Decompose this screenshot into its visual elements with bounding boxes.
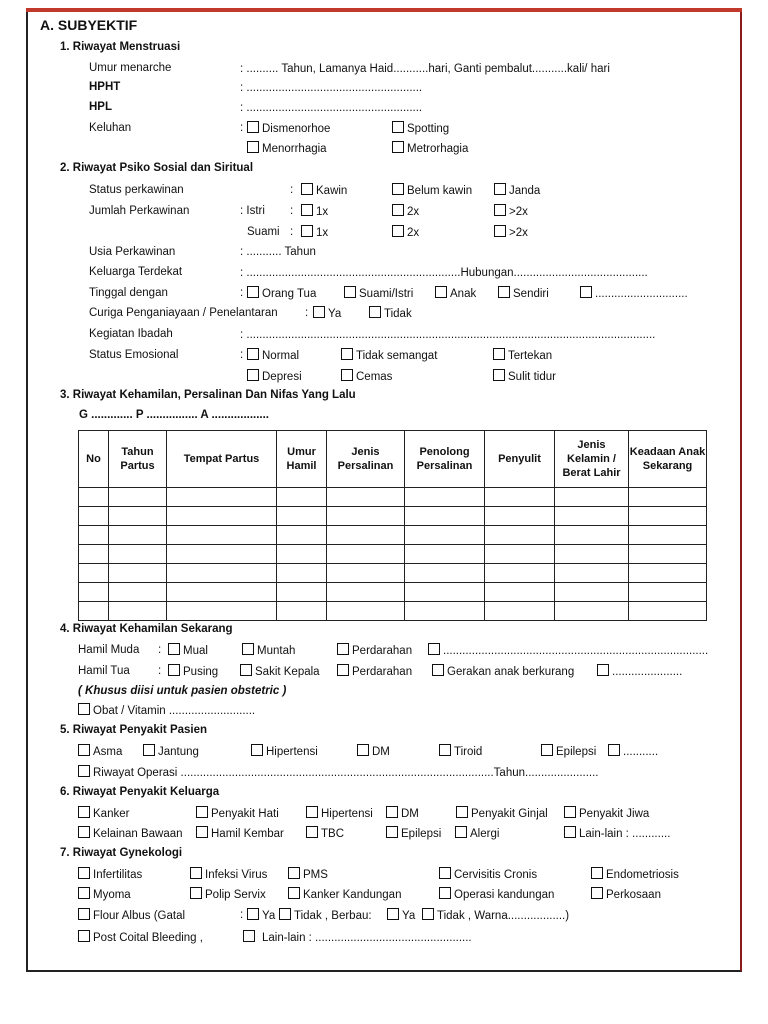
checkbox-icon[interactable] — [456, 806, 468, 818]
checkbox-icon[interactable] — [288, 867, 300, 879]
istri-colon: : — [290, 205, 294, 217]
checkbox-icon[interactable] — [541, 744, 553, 756]
table-cell[interactable] — [485, 507, 555, 526]
checkbox-flour-albus[interactable]: Flour Albus (Gatal — [78, 908, 185, 923]
checkbox-icon[interactable] — [247, 369, 259, 381]
table-row[interactable] — [79, 545, 707, 564]
checkbox-icon[interactable] — [337, 664, 349, 676]
checkbox-icon[interactable] — [564, 826, 576, 838]
checkbox-icon[interactable] — [251, 744, 263, 756]
table-cell[interactable] — [405, 545, 485, 564]
table-cell[interactable] — [109, 602, 167, 621]
checkbox-icon[interactable] — [494, 204, 506, 216]
checkbox-icon[interactable] — [455, 826, 467, 838]
checkbox-sakit-kepala[interactable]: Sakit Kepala — [240, 664, 320, 679]
checkbox-orang-tua[interactable]: Orang Tua — [247, 286, 316, 301]
table-cell[interactable] — [109, 526, 167, 545]
checkbox-icon[interactable] — [428, 643, 440, 655]
table-cell[interactable] — [629, 545, 707, 564]
checkbox-icon[interactable] — [341, 348, 353, 360]
checkbox-janda[interactable]: Janda — [494, 183, 540, 198]
checkbox-spotting[interactable]: Spotting — [392, 121, 449, 136]
status-emosional-label: Status Emosional — [89, 349, 179, 361]
tua-colon: : — [158, 665, 162, 677]
checkbox-kanker-kandungan[interactable]: Kanker Kandungan — [288, 887, 401, 902]
table-cell[interactable] — [277, 488, 327, 507]
table-cell[interactable] — [277, 602, 327, 621]
checkbox-berbau-tidak[interactable]: Tidak , Warna..................) — [422, 908, 569, 923]
table-cell[interactable] — [109, 507, 167, 526]
col-header: Keadaan Anak Sekarang — [629, 431, 707, 488]
hpht-field[interactable]: : ....................................................... — [240, 82, 423, 94]
istri-label: : Istri — [240, 205, 265, 217]
table-cell[interactable] — [277, 545, 327, 564]
keluhan-label: Keluhan — [89, 122, 132, 134]
curiga-colon: : — [305, 307, 309, 319]
table-cell[interactable] — [167, 526, 277, 545]
keluhan-colon: : — [240, 122, 244, 134]
table-cell[interactable] — [555, 583, 629, 602]
table-cell[interactable] — [79, 564, 109, 583]
checkbox-icon[interactable] — [422, 908, 434, 920]
s4-title: 4. Riwayat Kehamilan Sekarang — [60, 623, 233, 635]
table-cell[interactable] — [485, 526, 555, 545]
col-header: Tempat Partus — [167, 431, 277, 488]
table-cell[interactable] — [485, 564, 555, 583]
table-cell[interactable] — [405, 507, 485, 526]
gpa-field[interactable]: G ............. P ................ A .................. — [79, 409, 270, 421]
checkbox-icon[interactable] — [196, 826, 208, 838]
table-cell[interactable] — [327, 507, 405, 526]
table-row[interactable] — [79, 564, 707, 583]
checkbox-icon[interactable] — [78, 908, 90, 920]
checkbox-icon[interactable] — [78, 887, 90, 899]
checkbox-icon[interactable] — [344, 286, 356, 298]
checkbox-icon[interactable] — [439, 867, 451, 879]
checkbox-icon[interactable] — [190, 867, 202, 879]
table-cell[interactable] — [629, 602, 707, 621]
checkbox-obat-vitamin[interactable]: Obat / Vitamin ........................... — [78, 703, 255, 718]
col-header: Jenis Kelamin / Berat Lahir — [555, 431, 629, 488]
checkbox-polip-servix[interactable]: Polip Servix — [190, 887, 266, 902]
table-row[interactable] — [79, 526, 707, 545]
checkbox-icon[interactable] — [493, 348, 505, 360]
table-cell[interactable] — [629, 507, 707, 526]
checkbox-icon[interactable] — [240, 664, 252, 676]
checkbox-icon[interactable] — [494, 225, 506, 237]
table-cell[interactable] — [405, 583, 485, 602]
checkbox-tiroid[interactable]: Tiroid — [439, 744, 482, 759]
checkbox-icon[interactable] — [386, 806, 398, 818]
table-cell[interactable] — [167, 602, 277, 621]
checkbox-icon[interactable] — [168, 643, 180, 655]
table-cell[interactable] — [485, 602, 555, 621]
checkbox-infeksi-virus[interactable]: Infeksi Virus — [190, 867, 267, 882]
checkbox-icon[interactable] — [435, 286, 447, 298]
hpl-field[interactable]: : ....................................................... — [240, 102, 423, 114]
checkbox-pms[interactable]: PMS — [288, 867, 328, 882]
checkbox-tertekan[interactable]: Tertekan — [493, 348, 552, 363]
checkbox-pasien-lain[interactable]: ........... — [608, 744, 658, 759]
col-header: Umur Hamil — [277, 431, 327, 488]
table-cell[interactable] — [79, 583, 109, 602]
checkbox-menorrhagia[interactable]: Menorrhagia — [247, 141, 327, 156]
checkbox-penyakit-jiwa[interactable]: Penyakit Jiwa — [564, 806, 649, 821]
table-cell[interactable] — [485, 488, 555, 507]
checkbox-icon[interactable] — [392, 204, 404, 216]
table-cell[interactable] — [327, 488, 405, 507]
checkbox-icon[interactable] — [439, 887, 451, 899]
checkbox-icon[interactable] — [78, 867, 90, 879]
table-cell[interactable] — [555, 507, 629, 526]
checkbox-jantung[interactable]: Jantung — [143, 744, 199, 759]
checkbox-icon[interactable] — [78, 806, 90, 818]
checkbox-icon[interactable] — [78, 703, 90, 715]
checkbox-cervisitis[interactable]: Cervisitis Cronis — [439, 867, 537, 882]
checkbox-icon[interactable] — [392, 141, 404, 153]
hamil-tua-label: Hamil Tua — [78, 665, 130, 677]
checkbox-perkosaan[interactable]: Perkosaan — [591, 887, 661, 902]
table-cell[interactable] — [327, 564, 405, 583]
checkbox-riwayat-operasi[interactable]: Riwayat Operasi ..................................................................................................Tahun....................... — [78, 765, 599, 780]
checkbox-icon[interactable] — [591, 887, 603, 899]
checkbox-curiga-ya[interactable]: Ya — [313, 306, 341, 321]
usia-perkawinan-field[interactable]: : ........... Tahun — [240, 246, 316, 258]
checkbox-icon[interactable] — [247, 286, 259, 298]
checkbox-tidak-semangat[interactable]: Tidak semangat — [341, 348, 437, 363]
s7-title: 7. Riwayat Gynekologi — [60, 847, 183, 859]
table-cell[interactable] — [79, 602, 109, 621]
checkbox-endometriosis[interactable]: Endometriosis — [591, 867, 679, 882]
jumlah-perkawinan-label: Jumlah Perkawinan — [89, 205, 190, 217]
checkbox-icon[interactable] — [392, 225, 404, 237]
checkbox-istri-1x[interactable]: 1x — [301, 204, 328, 219]
table-cell[interactable] — [109, 583, 167, 602]
table-cell[interactable] — [327, 583, 405, 602]
table-cell[interactable] — [167, 583, 277, 602]
checkbox-icon[interactable] — [386, 826, 398, 838]
checkbox-metrorhagia[interactable]: Metrorhagia — [392, 141, 468, 156]
checkbox-berbau-ya[interactable]: Ya — [387, 908, 415, 923]
checkbox-icon[interactable] — [190, 887, 202, 899]
checkbox-hipertensi-keluarga[interactable]: Hipertensi — [306, 806, 373, 821]
col-header: No — [79, 431, 109, 488]
muda-colon: : — [158, 644, 162, 656]
checkbox-penyakit-ginjal[interactable]: Penyakit Ginjal — [456, 806, 548, 821]
checkbox-icon[interactable] — [432, 664, 444, 676]
checkbox-curiga-tidak[interactable]: Tidak — [369, 306, 412, 321]
keluarga-terdekat-label: Keluarga Terdekat — [89, 266, 183, 278]
checkbox-icon[interactable] — [493, 369, 505, 381]
checkbox-icon[interactable] — [301, 204, 313, 216]
checkbox-gerakan-anak[interactable]: Gerakan anak berkurang — [432, 664, 574, 679]
checkbox-istri-gt2x[interactable]: >2x — [494, 204, 528, 219]
checkbox-icon[interactable] — [247, 141, 259, 153]
keluarga-terdekat-field[interactable]: : ...................................................................Hubungan.......................................... — [240, 267, 648, 279]
checkbox-icon[interactable] — [247, 348, 259, 360]
checkbox-dm-pasien[interactable]: DM — [357, 744, 390, 759]
section-title: A. SUBYEKTIF — [40, 17, 138, 33]
checkbox-anak[interactable]: Anak — [435, 286, 476, 301]
table-cell[interactable] — [277, 507, 327, 526]
col-header: Jenis Persalinan — [327, 431, 405, 488]
checkbox-icon[interactable] — [78, 930, 90, 942]
checkbox-dm-keluarga[interactable]: DM — [386, 806, 419, 821]
menarche-label: Umur menarche — [89, 62, 172, 74]
checkbox-hamil-kembar[interactable]: Hamil Kembar — [196, 826, 284, 841]
table-cell[interactable] — [79, 507, 109, 526]
checkbox-icon[interactable] — [78, 826, 90, 838]
checkbox-gyn-lain[interactable]: Lain-lain : ................................................. — [243, 930, 472, 945]
suami-label: Suami — [247, 226, 280, 238]
checkbox-hipertensi-pasien[interactable]: Hipertensi — [251, 744, 318, 759]
usia-perkawinan-label: Usia Perkawinan — [89, 246, 176, 258]
ibadah-field[interactable]: : ................................................................................................................................ — [240, 329, 656, 341]
tinggal-dengan-label: Tinggal dengan — [89, 287, 168, 299]
checkbox-icon[interactable] — [301, 225, 313, 237]
table-header-row — [79, 431, 707, 488]
s5-title: 5. Riwayat Penyakit Pasien — [60, 724, 208, 736]
table-cell[interactable] — [277, 526, 327, 545]
table-cell[interactable] — [629, 488, 707, 507]
table-cell[interactable] — [79, 526, 109, 545]
checkbox-suami-istri[interactable]: Suami/Istri — [344, 286, 413, 301]
hamil-muda-label: Hamil Muda — [78, 644, 140, 656]
checkbox-icon[interactable] — [498, 286, 510, 298]
checkbox-icon[interactable] — [439, 744, 451, 756]
table-cell[interactable] — [167, 488, 277, 507]
table-cell[interactable] — [629, 564, 707, 583]
checkbox-icon[interactable] — [564, 806, 576, 818]
checkbox-belum-kawin[interactable]: Belum kawin — [392, 183, 472, 198]
checkbox-icon[interactable] — [306, 806, 318, 818]
checkbox-icon[interactable] — [597, 664, 609, 676]
obstetric-note: ( Khusus diisi untuk pasien obstetric ) — [78, 685, 287, 697]
checkbox-icon[interactable] — [306, 826, 318, 838]
checkbox-suami-1x[interactable]: 1x — [301, 225, 328, 240]
checkbox-pusing[interactable]: Pusing — [168, 664, 218, 679]
col-header: Penolong Persalinan — [405, 431, 485, 488]
checkbox-kelainan-bawaan[interactable]: Kelainan Bawaan — [78, 826, 183, 841]
table-cell[interactable] — [555, 545, 629, 564]
s2-title: 2. Riwayat Psiko Sosial dan Siritual — [60, 162, 254, 174]
table-cell[interactable] — [327, 545, 405, 564]
table-cell[interactable] — [167, 564, 277, 583]
checkbox-mual[interactable]: Mual — [168, 643, 208, 658]
checkbox-icon[interactable] — [243, 930, 255, 942]
table-cell[interactable] — [327, 526, 405, 545]
table-row[interactable] — [79, 602, 707, 621]
checkbox-gatal-ya[interactable]: Ya — [247, 908, 275, 923]
checkbox-keluarga-lain[interactable]: Lain-lain : ............ — [564, 826, 670, 841]
checkbox-post-coital-bleeding[interactable]: Post Coital Bleeding , — [78, 930, 203, 945]
checkbox-icon[interactable] — [301, 183, 313, 195]
suami-colon: : — [290, 226, 294, 238]
checkbox-icon[interactable] — [341, 369, 353, 381]
s6-title: 6. Riwayat Penyakit Keluarga — [60, 786, 220, 798]
checkbox-icon[interactable] — [78, 744, 90, 756]
checkbox-alergi[interactable]: Alergi — [455, 826, 499, 841]
checkbox-icon[interactable] — [168, 664, 180, 676]
table-cell[interactable] — [277, 564, 327, 583]
status-colon: : — [290, 184, 294, 196]
checkbox-gatal-tidak[interactable]: Tidak , Berbau: — [279, 908, 372, 923]
checkbox-icon[interactable] — [247, 121, 259, 133]
hpht-label: HPHT — [89, 81, 121, 93]
table-row[interactable] — [79, 583, 707, 602]
checkbox-kanker[interactable]: Kanker — [78, 806, 129, 821]
checkbox-icon[interactable] — [78, 765, 90, 777]
checkbox-icon[interactable] — [369, 306, 381, 318]
table-cell[interactable] — [327, 602, 405, 621]
checkbox-penyakit-hati[interactable]: Penyakit Hati — [196, 806, 279, 821]
checkbox-icon[interactable] — [494, 183, 506, 195]
table-cell[interactable] — [277, 583, 327, 602]
checkbox-icon[interactable] — [392, 183, 404, 195]
table-cell[interactable] — [109, 545, 167, 564]
table-cell[interactable] — [79, 488, 109, 507]
checkbox-icon[interactable] — [580, 286, 592, 298]
checkbox-sulit-tidur[interactable]: Sulit tidur — [493, 369, 556, 384]
table-cell[interactable] — [405, 526, 485, 545]
tinggal-colon: : — [240, 287, 244, 299]
checkbox-icon[interactable] — [357, 744, 369, 756]
s3-title: 3. Riwayat Kehamilan, Persalinan Dan Nifas Yang Lalu — [60, 389, 356, 401]
checkbox-perdarahan-muda[interactable]: Perdarahan — [337, 643, 412, 658]
checkbox-icon[interactable] — [143, 744, 155, 756]
menarche-field[interactable]: : .......... Tahun, Lamanya Haid...........hari, Ganti pembalut...........kali/ hari — [240, 63, 610, 75]
checkbox-epilepsi-keluarga[interactable]: Epilepsi — [386, 826, 441, 841]
checkbox-icon[interactable] — [392, 121, 404, 133]
emosi-colon: : — [240, 349, 244, 361]
col-header: Penyulit — [485, 431, 555, 488]
checkbox-tbc[interactable]: TBC — [306, 826, 344, 841]
checkbox-muntah[interactable]: Muntah — [242, 643, 295, 658]
table-cell[interactable] — [555, 526, 629, 545]
table-cell[interactable] — [485, 583, 555, 602]
flour-colon: : — [240, 909, 244, 921]
checkbox-epilepsi-pasien[interactable]: Epilepsi — [541, 744, 596, 759]
table-cell[interactable] — [167, 507, 277, 526]
table-cell[interactable] — [629, 526, 707, 545]
status-perkawinan-label: Status perkawinan — [89, 184, 184, 196]
table-cell[interactable] — [167, 545, 277, 564]
checkbox-suami-2x[interactable]: 2x — [392, 225, 419, 240]
table-cell[interactable] — [405, 564, 485, 583]
table-row[interactable] — [79, 507, 707, 526]
checkbox-sendiri[interactable]: Sendiri — [498, 286, 549, 301]
obstetric-history-table — [78, 430, 707, 621]
table-cell[interactable] — [629, 583, 707, 602]
checkbox-icon[interactable] — [279, 908, 291, 920]
table-cell[interactable] — [405, 602, 485, 621]
table-row[interactable] — [79, 488, 707, 507]
checkbox-icon[interactable] — [608, 744, 620, 756]
table-cell[interactable] — [555, 564, 629, 583]
checkbox-istri-2x[interactable]: 2x — [392, 204, 419, 219]
checkbox-icon[interactable] — [387, 908, 399, 920]
checkbox-perdarahan-tua[interactable]: Perdarahan — [337, 664, 412, 679]
checkbox-myoma[interactable]: Myoma — [78, 887, 131, 902]
checkbox-muda-lain[interactable]: ................................................................................... — [428, 643, 708, 658]
table-cell[interactable] — [109, 488, 167, 507]
checkbox-cemas[interactable]: Cemas — [341, 369, 392, 384]
checkbox-operasi-kandungan[interactable]: Operasi kandungan — [439, 887, 554, 902]
checkbox-icon[interactable] — [313, 306, 325, 318]
checkbox-infertilitas[interactable]: Infertilitas — [78, 867, 142, 882]
checkbox-icon[interactable] — [591, 867, 603, 879]
table-cell[interactable] — [109, 564, 167, 583]
checkbox-kawin[interactable]: Kawin — [301, 183, 347, 198]
checkbox-dismenorhoe[interactable]: Dismenorhoe — [247, 121, 330, 136]
checkbox-tua-lain[interactable]: ...................... — [597, 664, 682, 679]
curiga-label: Curiga Penganiayaan / Penelantaran — [89, 307, 278, 319]
checkbox-icon[interactable] — [196, 806, 208, 818]
ibadah-label: Kegiatan Ibadah — [89, 328, 173, 340]
table-cell[interactable] — [405, 488, 485, 507]
hpl-label: HPL — [89, 101, 112, 113]
checkbox-icon[interactable] — [337, 643, 349, 655]
checkbox-icon[interactable] — [247, 908, 259, 920]
checkbox-icon[interactable] — [288, 887, 300, 899]
checkbox-depresi[interactable]: Depresi — [247, 369, 302, 384]
checkbox-normal[interactable]: Normal — [247, 348, 299, 363]
checkbox-tinggal-lain[interactable]: ............................. — [580, 286, 688, 301]
table-cell[interactable] — [555, 602, 629, 621]
checkbox-icon[interactable] — [242, 643, 254, 655]
table-cell[interactable] — [555, 488, 629, 507]
s1-title: 1. Riwayat Menstruasi — [60, 41, 181, 53]
table-cell[interactable] — [79, 545, 109, 564]
table-cell[interactable] — [485, 545, 555, 564]
col-header: Tahun Partus — [109, 431, 167, 488]
checkbox-asma[interactable]: Asma — [78, 744, 122, 759]
checkbox-suami-gt2x[interactable]: >2x — [494, 225, 528, 240]
